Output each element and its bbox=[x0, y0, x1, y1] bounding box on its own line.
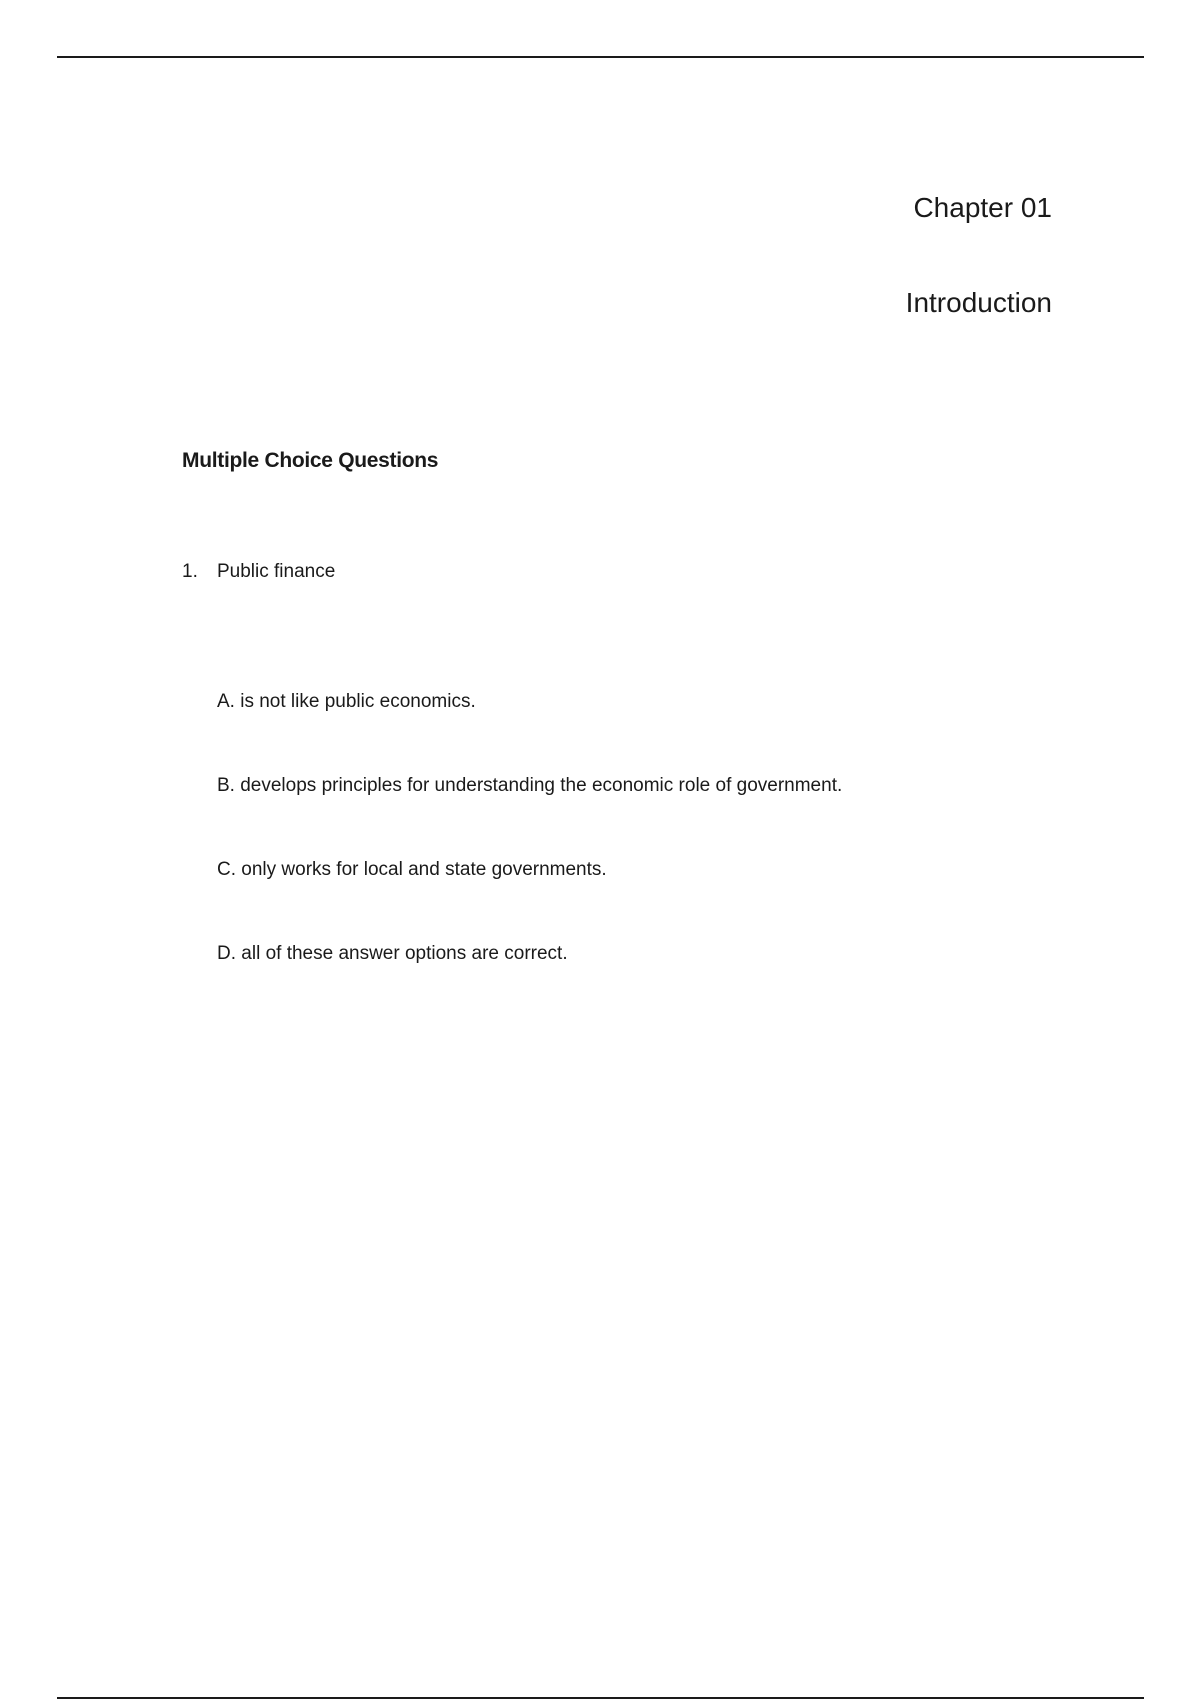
chapter-number: Chapter 01 bbox=[913, 192, 1052, 223]
section-heading: Multiple Choice Questions bbox=[182, 449, 439, 472]
option-d: D. all of these answer options are correct. bbox=[217, 943, 568, 964]
bottom-rule bbox=[57, 1697, 1144, 1699]
question-stem: Public finance bbox=[217, 561, 336, 582]
option-b: B. develops principles for understanding the economic role of government. bbox=[217, 775, 843, 796]
option-a: A. is not like public economics. bbox=[217, 691, 476, 712]
answer-options bbox=[217, 690, 842, 1026]
top-rule bbox=[57, 56, 1144, 58]
option-c: C. only works for local and state governments. bbox=[217, 859, 607, 880]
question-1 bbox=[182, 560, 335, 584]
question-number: 1. bbox=[182, 561, 198, 582]
chapter-title: Introduction bbox=[905, 287, 1052, 318]
